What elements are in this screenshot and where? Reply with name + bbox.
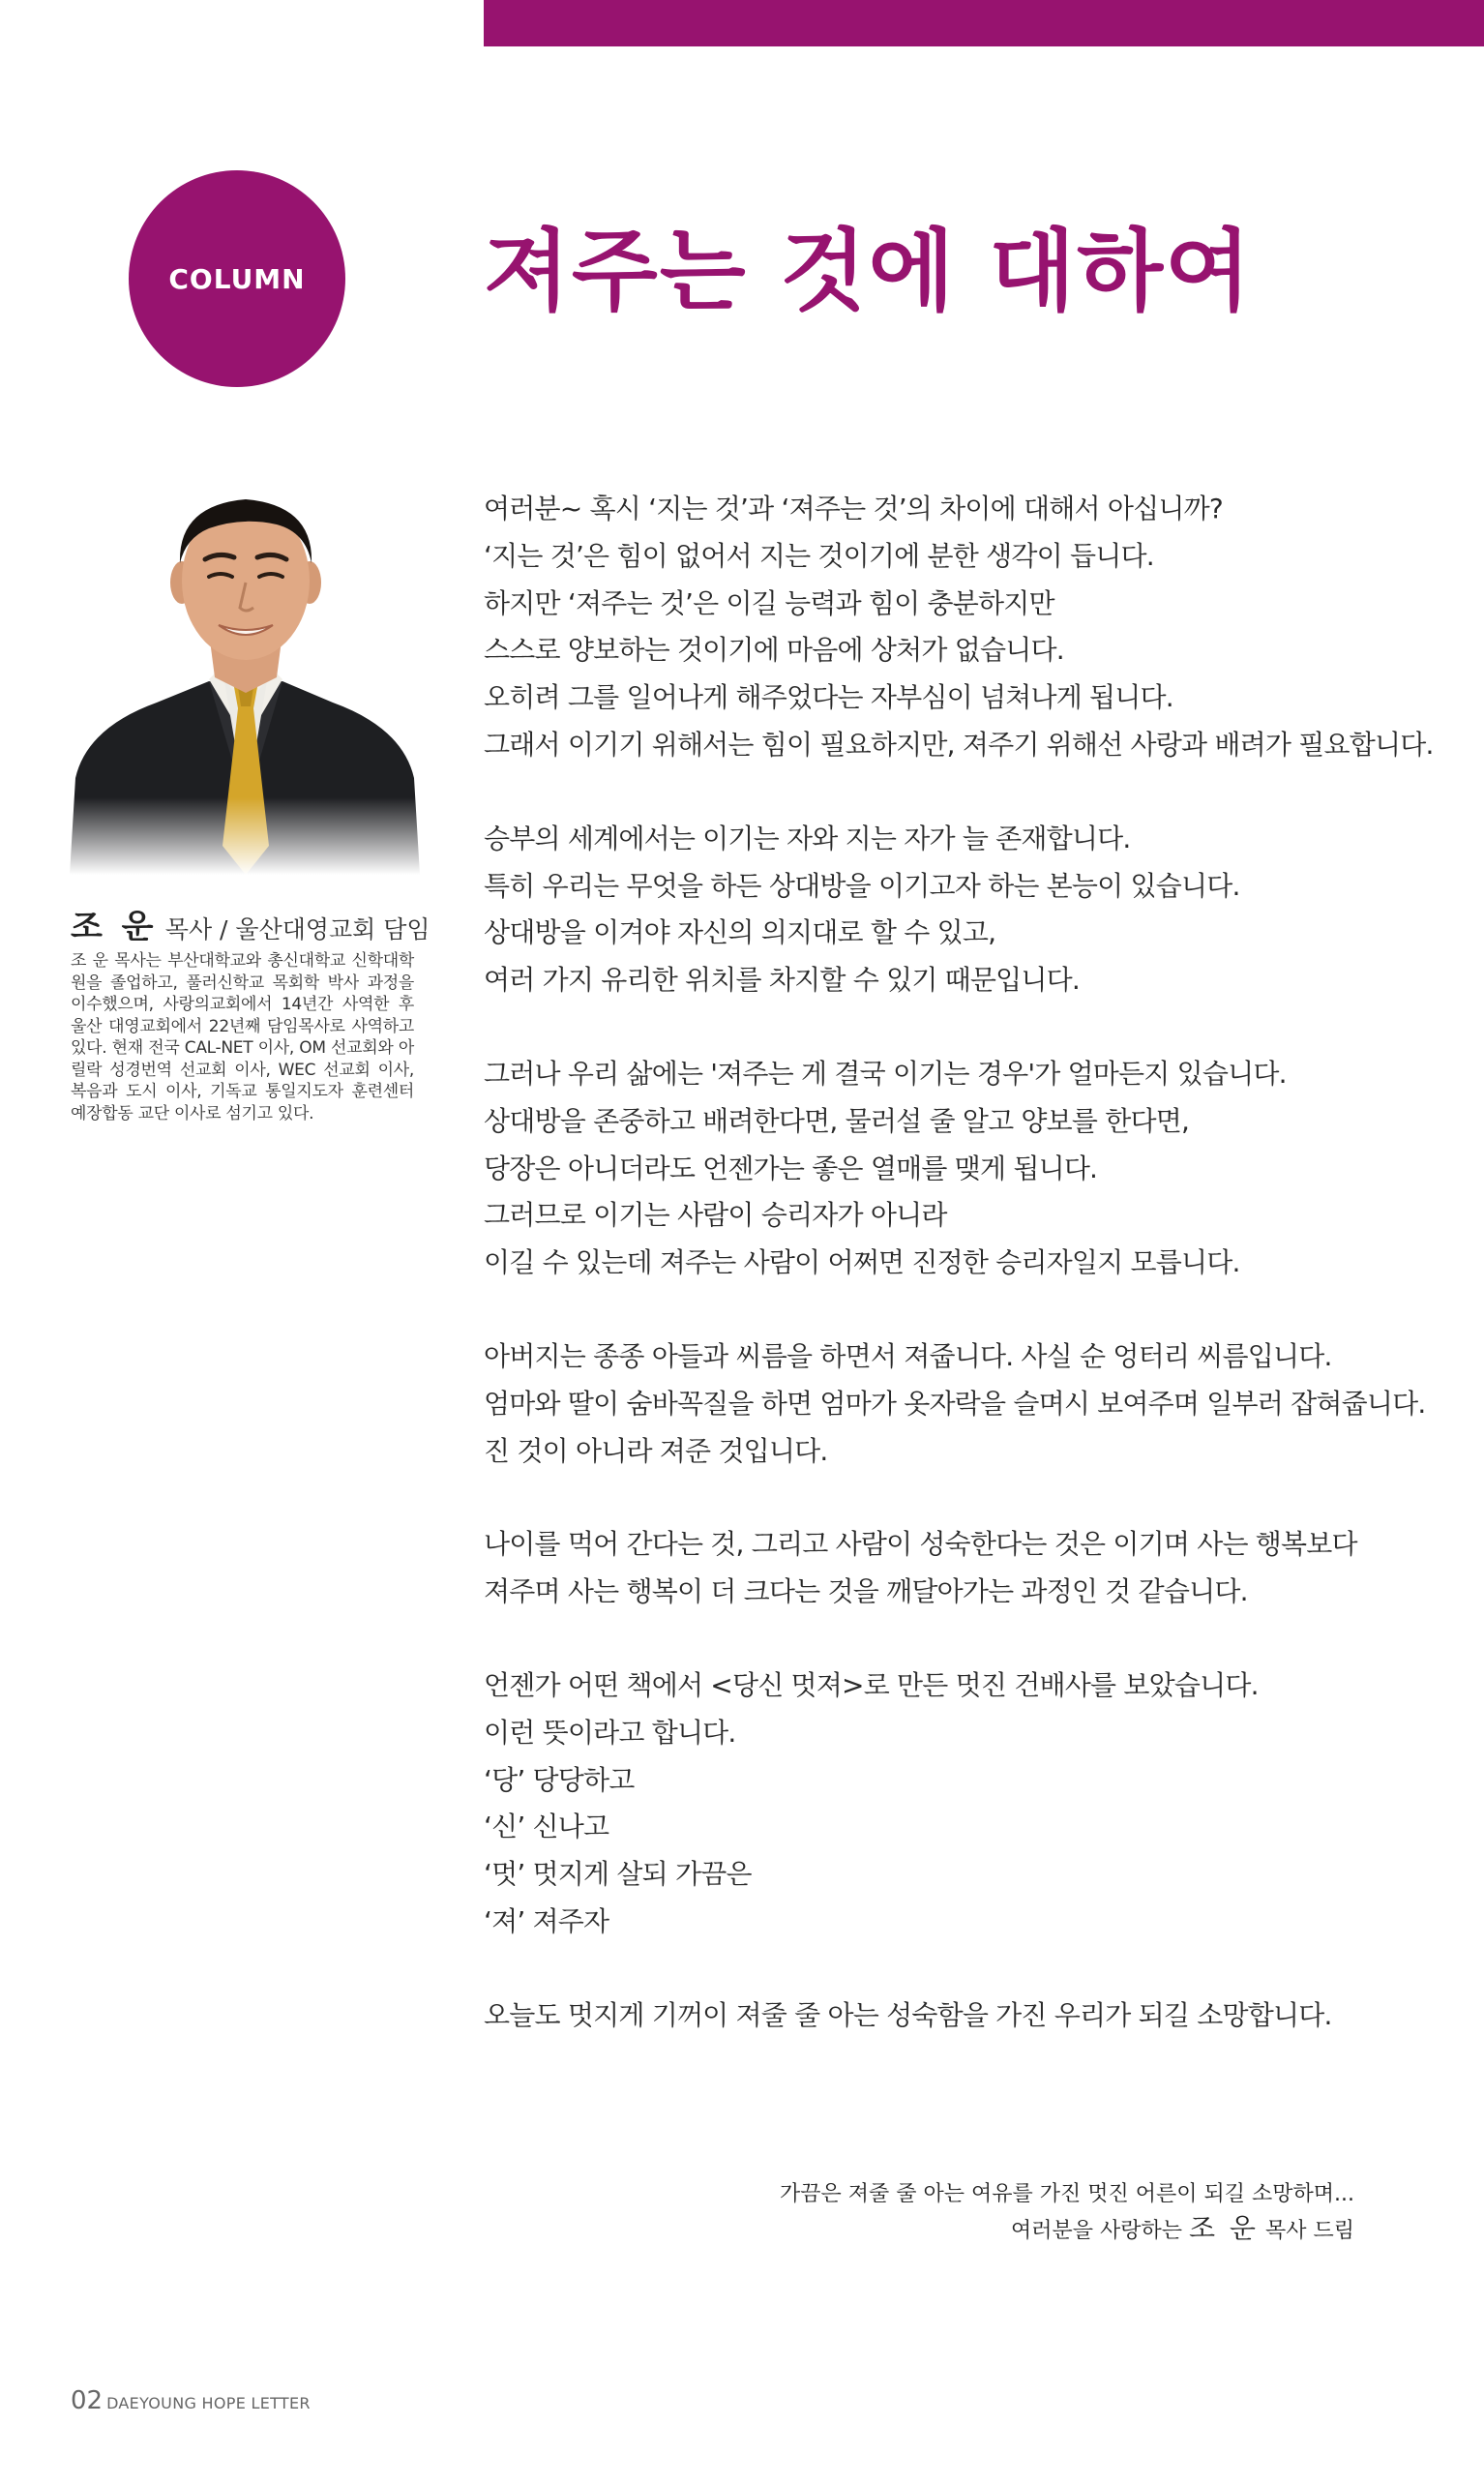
- body-line: 그러므로 이기는 사람이 승리자가 아니라: [484, 1199, 947, 1232]
- column-badge: [129, 170, 345, 387]
- paragraph: [484, 1992, 1412, 2040]
- body-line: 나이를 먹어 간다는 것, 그리고 사람이 성숙한다는 것은 이기며 사는 행복보다: [484, 1528, 1357, 1561]
- body-line: 상대방을 이겨야 자신의 의지대로 할 수 있고,: [484, 916, 996, 949]
- page-number: 02: [71, 2386, 104, 2415]
- closing-line: 가끔은 져줄 줄 아는 여유를 가진 멋진 어른이 되길 소망하며...: [780, 2182, 1354, 2206]
- column-badge-label: COLUMN: [168, 262, 306, 295]
- page-footer: [71, 2386, 311, 2415]
- body-line: 여러 가지 유리한 위치를 차지할 수 있기 때문입니다.: [484, 964, 1081, 997]
- body-line: 오늘도 멋지게 기꺼이 져줄 줄 아는 성숙함을 가진 우리가 되길 소망합니다.: [484, 1998, 1332, 2031]
- body-line: 당장은 아니더라도 언젠가는 좋은 열매를 맺게 됩니다.: [484, 1152, 1098, 1184]
- body-line: 오히려 그를 일어나게 해주었다는 자부심이 넘쳐나게 됩니다.: [484, 681, 1173, 714]
- body-line: ‘당’ 당당하고: [484, 1763, 635, 1796]
- signoff-suffix: 목사 드림: [1264, 2219, 1354, 2243]
- body-line: 하지만 ‘져주는 것’은 이길 능력과 힘이 충분하지만: [484, 586, 1054, 619]
- paragraph: [484, 816, 1412, 1004]
- body-line: ‘신’ 신나고: [484, 1811, 609, 1843]
- body-line: 그래서 이기기 위해서는 힘이 필요하지만, 져주기 위해선 사랑과 배려가 필요합니다.: [484, 728, 1434, 761]
- article-title: 져주는 것에 대하여: [484, 220, 1254, 323]
- body-line: 스스로 양보하는 것이기에 마음에 상처가 없습니다.: [484, 634, 1064, 667]
- author-role: 목사 / 울산대영교회 담임: [164, 915, 430, 943]
- author-name-text: 조 운: [71, 908, 158, 946]
- author-portrait: [64, 488, 426, 875]
- closing-signoff: [780, 2211, 1354, 2248]
- paragraph: [484, 486, 1434, 769]
- body-line: 엄마와 딸이 숨바꼭질을 하면 엄마가 옷자락을 슬며시 보여주며 일부러 잡혀줍니다.: [484, 1387, 1426, 1420]
- paragraph: [484, 1662, 1412, 1946]
- body-line: 특히 우리는 무엇을 하든 상대방을 이기고자 하는 본능이 있습니다.: [484, 869, 1240, 902]
- paragraph: [484, 1051, 1412, 1287]
- body-line: 상대방을 존중하고 배려한다면, 물러설 줄 알고 양보를 한다면,: [484, 1104, 1190, 1137]
- signoff-name: 조 운: [1188, 2212, 1259, 2244]
- body-line: 그러나 우리 삶에는 '져주는 게 결국 이기는 경우'가 얼마든지 있습니다.: [484, 1057, 1287, 1090]
- author-bio: 조 운 목사는 부산대학교와 총신대학교 신학대학원을 졸업하고, 풀러신학교 목회학 박사 과정을 이수했으며, 사랑의교회에서 14년간 사역한 후 울산 대영교회에서 22년째 담임목사로 사역하고 있다. 현재 전국 CAL-NET 이사, OM 선교회와 아릴락 성경번역 선교회 이사, WEC 선교회 이사, 복음과 도시 이사, 기독교 통일지도자 훈련센터 예장합동 교단 이사로 섬기고 있다.: [71, 951, 414, 1123]
- article-body: [484, 486, 1434, 2086]
- closing-signature: [780, 2177, 1354, 2248]
- body-line: ‘멋’ 멋지게 살되 가끔은: [484, 1858, 752, 1891]
- header-accent-bar: [484, 0, 1484, 46]
- body-line: 승부의 세계에서는 이기는 자와 지는 자가 늘 존재합니다.: [484, 822, 1131, 854]
- body-line: 아버지는 종종 아들과 씨름을 하면서 져줍니다. 사실 순 엉터리 씨름입니다.: [484, 1339, 1332, 1372]
- body-line: 진 것이 아니라 져준 것입니다.: [484, 1434, 828, 1467]
- body-line: 여러분~ 혹시 ‘지는 것’과 ‘져주는 것’의 차이에 대해서 아십니까?: [484, 493, 1223, 524]
- body-line: ‘지는 것’은 힘이 없어서 지는 것이기에 분한 생각이 듭니다.: [484, 539, 1154, 572]
- body-line: ‘져’ 져주자: [484, 1904, 609, 1937]
- author-name: [71, 900, 430, 947]
- paragraph: [484, 1333, 1426, 1475]
- body-line: 져주며 사는 행복이 더 크다는 것을 깨달아가는 과정인 것 같습니다.: [484, 1575, 1248, 1608]
- magazine-name: DAEYOUNG HOPE LETTER: [106, 2394, 311, 2412]
- paragraph: [484, 1521, 1412, 1616]
- body-line: 언젠가 어떤 책에서 <당신 멋져>로 만든 멋진 건배사를 보았습니다.: [484, 1668, 1259, 1701]
- signoff-prefix: 여러분을 사랑하는: [1010, 2219, 1182, 2243]
- body-line: 이런 뜻이라고 합니다.: [484, 1716, 736, 1749]
- body-line: 이길 수 있는데 져주는 사람이 어쩌면 진정한 승리자일지 모릅니다.: [484, 1246, 1240, 1279]
